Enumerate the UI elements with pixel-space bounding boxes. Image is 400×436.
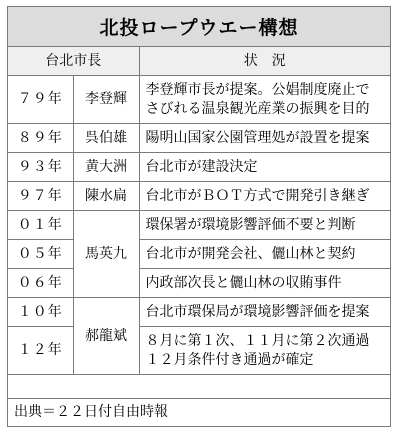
year-cell: ８９年: [8, 124, 73, 153]
event-line: さびれる温泉観光産業の振興を目的: [145, 100, 370, 117]
event-cell: 台北市環保局が環境影響評価を提案: [139, 298, 390, 327]
mayor-column-header: 台北市長: [8, 47, 139, 76]
year-cell: ９３年: [8, 153, 73, 182]
table-row: [8, 327, 390, 375]
year-cell: １０年: [8, 298, 73, 327]
header-row: [8, 47, 390, 76]
table-row: [8, 153, 390, 182]
mayor-cell: 郝龍斌: [73, 298, 139, 375]
table-row: [8, 76, 390, 124]
event-cell: 台北市が開発会社、儷山林と契約: [139, 240, 390, 269]
event-line: ８月に第１次、１１月に第２次通過: [145, 332, 370, 349]
table-row: [8, 240, 390, 269]
year-cell: ９７年: [8, 182, 73, 211]
event-line: 李登輝市長が提案。公娼制度廃止で: [145, 81, 370, 98]
year-cell: １２年: [8, 327, 73, 375]
table-title: 北投ロープウエー構想: [8, 7, 390, 47]
mayor-cell: 黄大洲: [73, 153, 139, 182]
event-cell: 台北市がＢＯＴ方式で開発引き継ぎ: [139, 182, 390, 211]
event-line: １２月条件付き通過が確定: [145, 351, 314, 368]
timeline-grid: [8, 47, 390, 375]
table-row: [8, 124, 390, 153]
mayor-cell: 李登輝: [73, 76, 139, 124]
event-cell: [139, 76, 390, 124]
year-cell: ０５年: [8, 240, 73, 269]
year-cell: ０６年: [8, 269, 73, 298]
event-cell: 内政部次長と儷山林の収賄事件: [139, 269, 390, 298]
event-cell: 陽明山国家公園管理処が設置を提案: [139, 124, 390, 153]
mayor-cell: 呉伯雄: [73, 124, 139, 153]
table-row: [8, 269, 390, 298]
year-cell: ７９年: [8, 76, 73, 124]
ropeway-timeline-table: [7, 6, 391, 427]
mayor-cell: 馬英九: [73, 211, 139, 298]
table-row: [8, 211, 390, 240]
event-cell: [139, 327, 390, 375]
source-note: 出典＝２２日付自由時報: [8, 398, 390, 426]
table-row: [8, 182, 390, 211]
status-column-header: 状 況: [139, 47, 390, 76]
event-cell: 台北市が建設決定: [139, 153, 390, 182]
mayor-cell: 陳水扁: [73, 182, 139, 211]
year-cell: ０１年: [8, 211, 73, 240]
table-row: [8, 298, 390, 327]
event-cell: 環保署が環境影響評価不要と判断: [139, 211, 390, 240]
